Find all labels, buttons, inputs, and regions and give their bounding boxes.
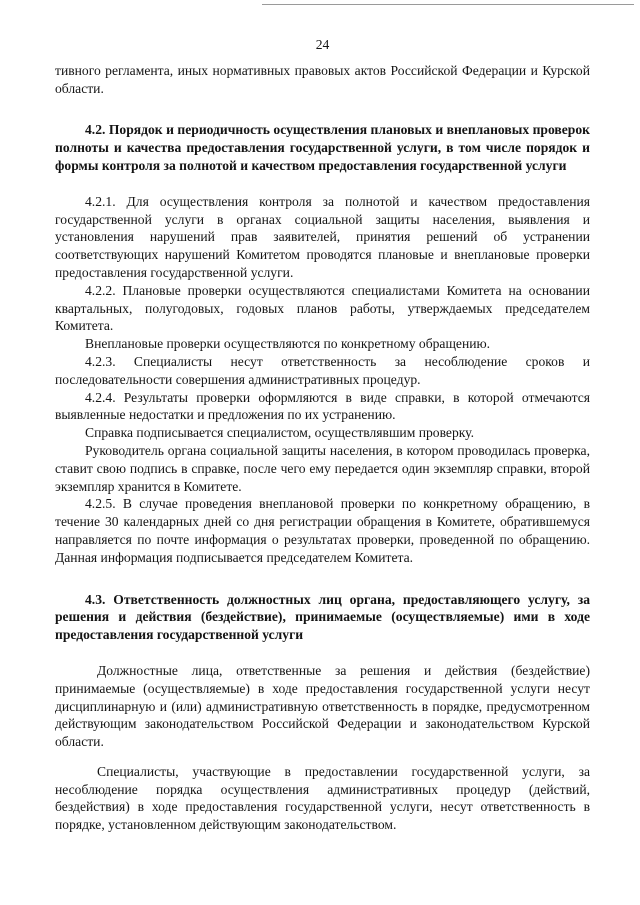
document-page (55, 36, 590, 834)
paragraph-report-signing: Справка подписывается специалистом, осуществлявшим проверку. (85, 425, 474, 441)
scan-top-rule (262, 4, 634, 5)
paragraph-4-2-5: 4.2.5. В случае проведения внеплановой проверки по конкретному обращению, в течение 30 календарных дней со дня регистрации обращения в Комитете, обратившемуся направляется по почте информация о результатах проверки, проведенной по обращению. Данная информация подписывается председателем Комитета. (55, 496, 590, 565)
paragraph-4-2-1: 4.2.1. Для осуществления контроля за полнотой и качеством предоставления государственной услуги в органах социальной защиты населения, выявления и установления нарушений прав заявителей, принятия решений об устранении соответствующих нарушений Комитетом проводятся плановые и внеплановые проверки предоставления государственной услуги. (55, 193, 590, 280)
section-4-3 (55, 591, 590, 835)
section-4-2-heading: 4.2. Порядок и периодичность осуществления плановых и внеплановых проверок полноты и качества предоставления государственной услуги, в том числе порядок и формы контроля за полнотой и качеством предоставления государственной услуги (55, 122, 590, 173)
intro-paragraph: тивного регламента, иных нормативных правовых актов Российской Федерации и Курской области. (55, 62, 590, 96)
section-4-2 (55, 121, 590, 566)
paragraph-4-2-2: 4.2.2. Плановые проверки осуществляются специалистами Комитета на основании квартальных, полугодовых, годовых планов работы, утверждаемых председателем Комитета. (55, 282, 590, 334)
paragraph-unscheduled-checks: Внеплановые проверки осуществляются по конкретному обращению. (85, 336, 491, 352)
page-number: 24 (315, 37, 330, 52)
paragraph-4-2-4: 4.2.4. Результаты проверки оформляются в виде справки, в которой отмечаются выявленные недостатки и предложения по их устранению. (55, 389, 590, 423)
paragraph-officials-responsibility: Должностные лица, ответственные за решения и действия (бездействие) принимаемые (осуществляемые) в ходе предоставления государственной услуги несут дисциплинарную и (или) административную ответственность в порядке, предусмотренном действующим законодательством Российской Федерации и законодательством Курской области. (55, 662, 590, 750)
paragraph-specialists-responsibility: Специалисты, участвующие в предоставлении государственной услуги, за несоблюдение порядка осуществления административных процедур (действий, бездействия) в ходе предоставления государственной услуги, несут ответственность в порядке, установленном действующим законодательством. (55, 763, 590, 833)
paragraph-4-2-3: 4.2.3. Специалисты несут ответственность за несоблюдение сроков и последовательности совершения административных процедур. (55, 353, 590, 387)
section-4-3-heading: 4.3. Ответственность должностных лиц органа, предоставляющего услугу, за решения и действия (бездействие), принимаемые (осуществляемые) ими в ходе предоставления государственной услуги (55, 591, 590, 643)
paragraph-head-signature: Руководитель органа социальной защиты населения, в котором проводилась проверка, ставит свою подпись в справке, после чего ему передается один экземпляр справки, второй экземпляр хранится в Комитете. (55, 442, 590, 494)
